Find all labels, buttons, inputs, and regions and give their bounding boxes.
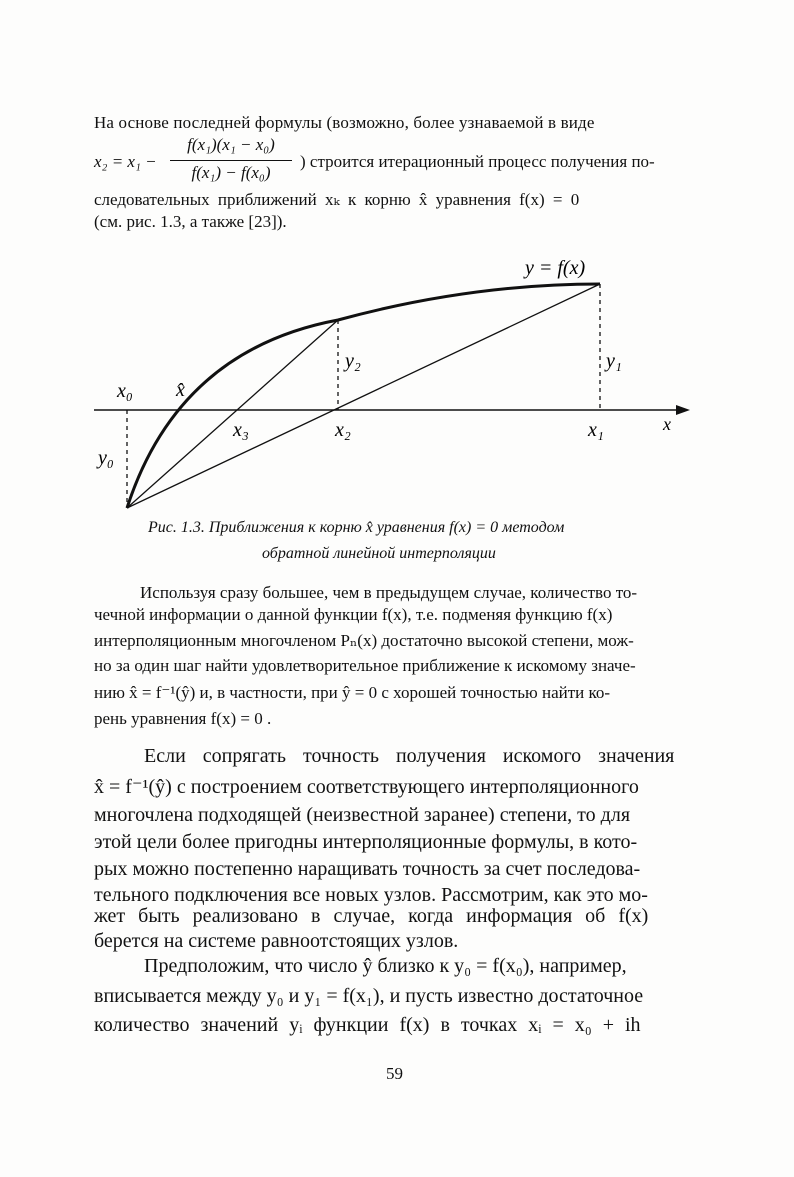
para3-line-2: вписывается между y₀ и y₁ = f(x₁), и пусть известно достаточное <box>94 985 644 1007</box>
formula-denominator: f(x₁) − f(x₀) <box>191 163 271 182</box>
label-y0: y₀ <box>98 447 114 469</box>
figure-caption-line-1: Рис. 1.3. Приближения к корню x̂ уравнения f(x) = 0 методом <box>148 519 565 536</box>
para1-line-3: интерполяционным многочленом Pₙ(x) достаточно высокой степени, мож- <box>94 631 634 650</box>
para2-line-7: жет быть реализовано в случае, когда информация об f(x) <box>94 905 649 927</box>
label-axis-x: x <box>663 414 671 434</box>
formula-lhs: x₂ = x₁ − <box>94 152 157 171</box>
label-xhat: x̂ <box>176 379 185 401</box>
para2-line-5: рых можно постепенно наращивать точность за счет последова- <box>94 858 641 880</box>
label-x0: x₀ <box>117 380 133 402</box>
figure-caption-line-2: обратной линейной интерполяции <box>262 545 496 562</box>
curve-label: y = f(x) <box>525 257 586 279</box>
para3-line-1: Предположим, что число ŷ близко к y₀ = f(x₀), например, <box>144 955 627 977</box>
x-axis-arrow <box>676 405 690 415</box>
para1-line-1: Используя сразу большее, чем в предыдущем случае, количество то- <box>140 583 638 602</box>
label-x1: x₁ <box>588 419 604 441</box>
para2-line-4: этой цели более пригодны интерполяционные формулы, в кото- <box>94 831 638 853</box>
formula-numerator: f(x₁)(x₁ − x₀) <box>187 135 275 154</box>
para2-line-1: Если сопрягать точность получения искомого значения <box>144 745 675 767</box>
label-y1: y₁ <box>606 350 622 372</box>
label-x3: x₃ <box>233 419 249 441</box>
para1-line-5: нию x̂ = f⁻¹(ŷ) и, в частности, при ŷ = 0 с хорошей точностью найти ко- <box>94 683 611 702</box>
page-number: 59 <box>386 1064 403 1083</box>
para1-line-4: но за один шаг найти удовлетворительное приближение к искомому значе- <box>94 656 636 675</box>
intro-line-4: (см. рис. 1.3, а также [23]). <box>94 212 287 231</box>
label-y2: y₂ <box>345 350 361 372</box>
para2-line-8: берется на системе равноотстоящих узлов. <box>94 930 459 952</box>
para1-line-6: рень уравнения f(x) = 0 . <box>94 709 272 728</box>
label-x2: x₂ <box>335 419 351 441</box>
para3-line-3: количество значений yᵢ функции f(x) в точках xᵢ = x₀ + ih <box>94 1014 641 1036</box>
para1-line-2: чечной информации о данной функции f(x), т.е. подменяя функцию f(x) <box>94 605 613 624</box>
para2-line-3: многочлена подходящей (неизвестной заранее) степени, то для <box>94 804 631 826</box>
para2-line-6: тельного подключения все новых узлов. Рассмотрим, как это мо- <box>94 884 648 906</box>
secant-x0-x1 <box>127 284 600 508</box>
para2-line-2: x̂ = f⁻¹(ŷ) с построением соответствующего интерполяционного <box>94 776 639 798</box>
intro-line-2-rest: ) строится итерационный процесс получения по- <box>300 152 655 171</box>
intro-line-3: следовательных приближений xₖ к корню x̂ уравнения f(x) = 0 <box>94 190 580 209</box>
intro-line-1: На основе последней формулы (возможно, более узнаваемой в виде <box>94 113 595 132</box>
secant-x0-x2 <box>127 320 338 508</box>
